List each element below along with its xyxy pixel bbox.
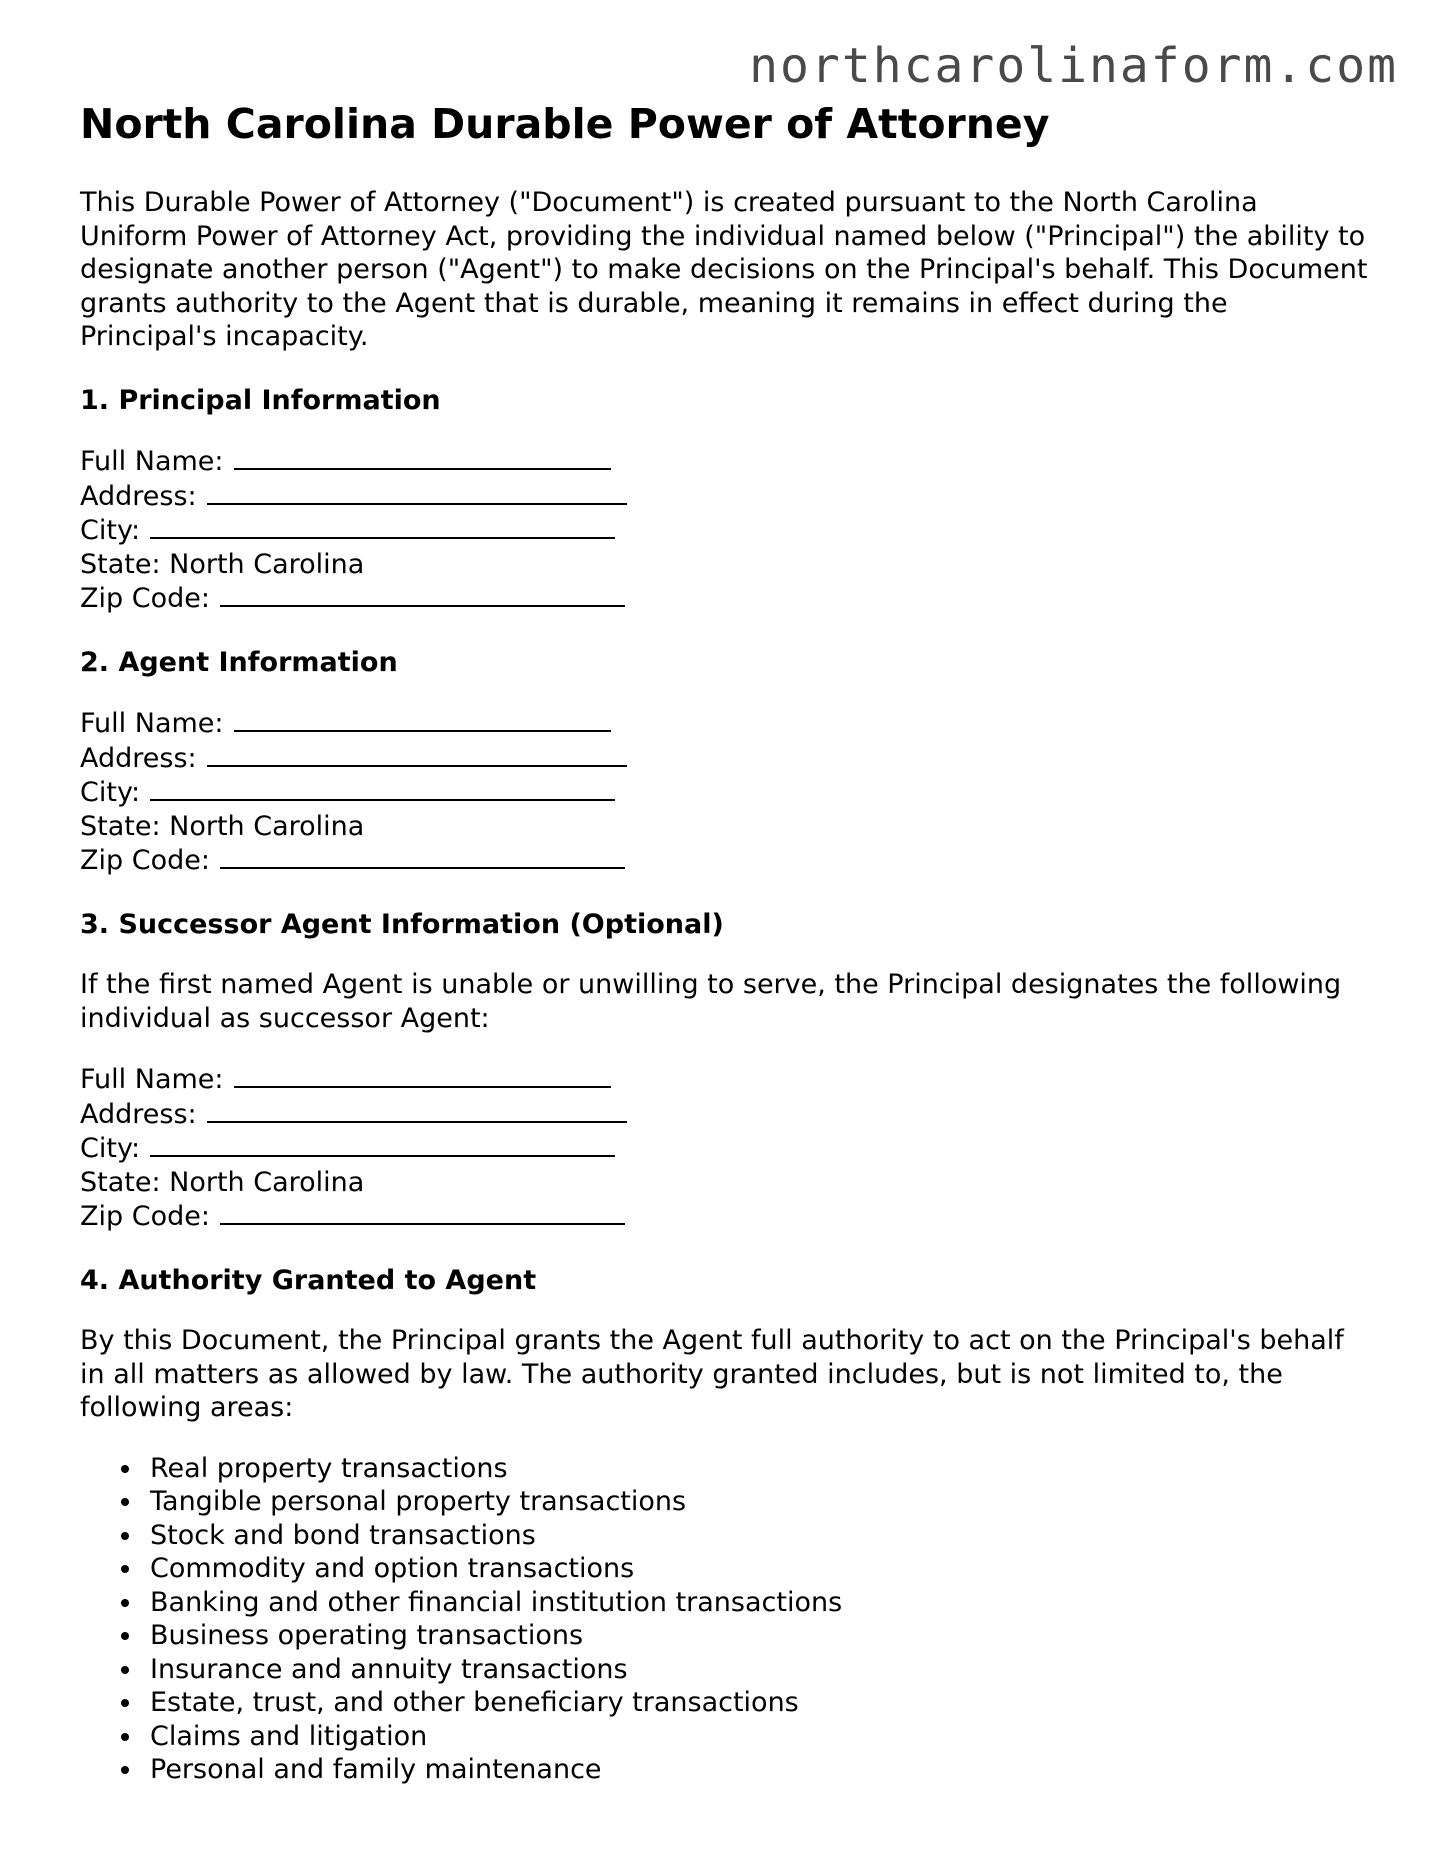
authority-item-text: Stock and bond transactions [150,1519,536,1551]
agent-city-row [80,775,1370,810]
bullet-icon [121,1666,129,1674]
agent-zip-row [80,843,1370,878]
list-item [80,1552,1370,1586]
list-item [80,1485,1370,1519]
document-page [80,98,1370,1787]
site-watermark: northcarolinaform.com [749,38,1398,94]
document-title: North Carolina Durable Power of Attorney [80,100,1050,148]
successor-address-row [80,1097,1370,1132]
list-item [80,1586,1370,1620]
agent-fields [80,706,1370,878]
agent-zip-label: Zip Code: [80,845,210,876]
bullet-icon [121,1632,129,1640]
list-item [80,1519,1370,1553]
principal-zip-label: Zip Code: [80,583,210,614]
principal-city-row [80,513,1370,548]
successor-full-name-row [80,1062,1370,1097]
successor-fields [80,1062,1370,1234]
principal-state-row [80,548,1370,582]
agent-state-row [80,810,1370,844]
agent-state-text: State: North Carolina [80,810,365,842]
agent-city-field[interactable] [150,775,615,801]
bullet-icon [121,1599,129,1607]
agent-full-name-row [80,706,1370,741]
successor-description: If the first named Agent is unable or unwilling to serve, the Principal designates the following individual as successor Agent: [80,969,1342,1034]
principal-full-name-row [80,444,1370,479]
successor-address-label: Address: [80,1098,197,1130]
principal-zip-field[interactable] [220,581,625,607]
agent-zip-field[interactable] [220,843,625,869]
agent-address-field[interactable] [207,741,627,767]
bullet-icon [121,1733,129,1741]
bullet-icon [121,1498,129,1506]
list-item [80,1452,1370,1486]
authority-description: By this Document, the Principal grants the Agent full authority to act on the Principal's behalf in all matters as allowed by law. The authority granted includes, but is not limited to, the following areas: [80,1325,1344,1423]
principal-full-name-label: Full Name: [80,446,224,477]
successor-city-label: City: [80,1133,141,1164]
successor-city-field[interactable] [150,1131,615,1157]
bullet-icon [121,1532,129,1540]
bullet-icon [121,1699,129,1707]
successor-full-name-label: Full Name: [80,1064,224,1095]
successor-state-row [80,1166,1370,1200]
list-item [80,1653,1370,1687]
authority-item-text: Business operating transactions [150,1620,584,1651]
successor-section-heading: 3. Successor Agent Information (Optional) [80,908,724,940]
list-item [80,1720,1370,1754]
authority-section-heading: 4. Authority Granted to Agent [80,1264,537,1296]
agent-address-label: Address: [80,742,197,774]
list-item [80,1686,1370,1720]
agent-city-label: City: [80,777,141,808]
successor-address-field[interactable] [207,1097,627,1123]
bullet-icon [121,1766,129,1774]
principal-section-heading: 1. Principal Information [80,384,441,416]
bullet-icon [121,1565,129,1573]
agent-section-heading: 2. Agent Information [80,646,398,678]
principal-fields [80,444,1370,616]
principal-address-label: Address: [80,480,197,512]
principal-state-text: State: North Carolina [80,548,365,580]
authority-item-text: Personal and family maintenance [150,1754,602,1785]
successor-city-row [80,1131,1370,1166]
principal-city-label: City: [80,515,141,546]
successor-zip-row [80,1199,1370,1234]
authority-item-text: Tangible personal property transactions [150,1486,687,1517]
authority-item-text: Estate, trust, and other beneficiary transactions [150,1687,799,1718]
successor-full-name-field[interactable] [234,1062,611,1088]
authority-item-text: Insurance and annuity transactions [150,1653,628,1685]
authority-list [80,1452,1370,1787]
authority-item-text: Commodity and option transactions [150,1553,635,1584]
principal-zip-row [80,581,1370,616]
successor-zip-label: Zip Code: [80,1201,210,1232]
principal-address-row [80,479,1370,514]
principal-full-name-field[interactable] [234,444,611,470]
authority-item-text: Banking and other financial institution transactions [150,1586,843,1618]
successor-zip-field[interactable] [220,1199,625,1225]
principal-address-field[interactable] [207,479,627,505]
agent-address-row [80,741,1370,776]
list-item [80,1753,1370,1787]
successor-state-text: State: North Carolina [80,1166,365,1198]
bullet-icon [121,1465,129,1473]
authority-item-text: Real property transactions [150,1452,508,1484]
list-item [80,1619,1370,1653]
principal-city-field[interactable] [150,513,615,539]
authority-item-text: Claims and litigation [150,1720,428,1752]
intro-paragraph: This Durable Power of Attorney ("Document") is created pursuant to the North Carolina Uniform Power of Attorney Act, providing the individual named below ("Principal") the ability to designate another person ("Agent") to make decisions on the Principal's behalf. This Document grants authority to the Agent that is durable, meaning it remains in effect during the Principal's incapacity. [80,187,1368,352]
agent-full-name-label: Full Name: [80,708,224,739]
agent-full-name-field[interactable] [234,706,611,732]
